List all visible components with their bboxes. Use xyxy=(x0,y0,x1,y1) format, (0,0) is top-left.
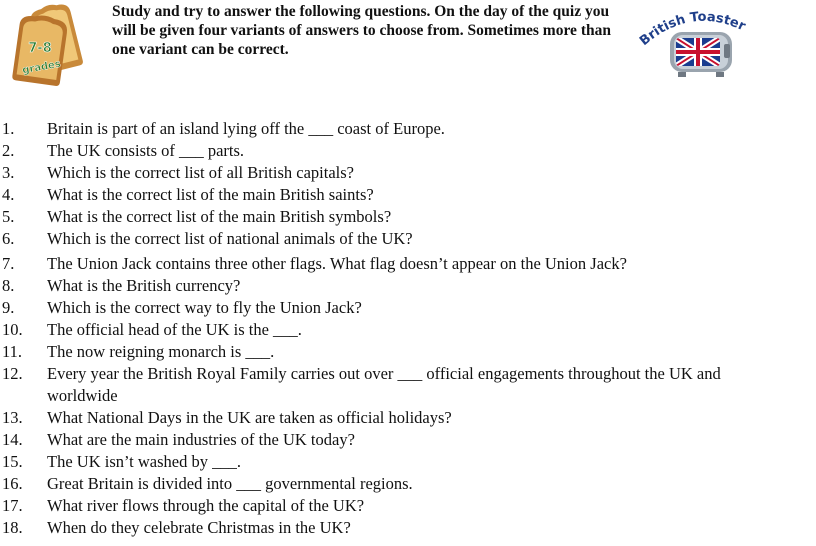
question-number: 9. xyxy=(2,298,15,317)
question-item xyxy=(0,297,816,319)
question-text: When do they celebrate Christmas in the UK? xyxy=(47,518,351,537)
question-number: 11. xyxy=(2,342,23,361)
question-text: Which is the correct way to fly the Union Jack? xyxy=(47,298,362,317)
toaster-title: British Toaster xyxy=(637,9,748,49)
question-item xyxy=(0,253,816,275)
question-text: The UK consists of ___ parts. xyxy=(47,141,245,160)
question-number: 1. xyxy=(2,119,15,138)
question-text: Britain is part of an island lying off the ___ coast of Europe. xyxy=(47,119,445,138)
question-text: What is the correct list of the main British symbols? xyxy=(47,207,392,226)
question-item xyxy=(0,228,816,250)
question-text: What river flows through the capital of the UK? xyxy=(47,496,365,515)
question-item xyxy=(0,118,816,140)
union-jack-icon xyxy=(676,38,720,66)
question-number: 3. xyxy=(2,163,15,182)
question-text: Which is the correct list of national animals of the UK? xyxy=(47,229,413,248)
question-item xyxy=(0,275,816,297)
british-toaster-logo xyxy=(636,2,762,88)
question-number: 16. xyxy=(2,474,23,493)
question-number: 17. xyxy=(2,496,23,515)
question-number: 4. xyxy=(2,185,15,204)
question-item xyxy=(0,473,816,495)
question-number: 15. xyxy=(2,452,23,471)
question-number: 7. xyxy=(2,254,15,273)
question-number: 6. xyxy=(2,229,15,248)
question-item xyxy=(0,451,816,473)
question-item xyxy=(0,363,816,407)
instructions-text: Study and try to answer the following questions. On the day of the quiz you will be given four variants of answers to choose from. Sometimes more than one variant can be correct. xyxy=(112,3,611,58)
question-text: Which is the correct list of all British capitals? xyxy=(47,163,354,182)
question-item xyxy=(0,517,816,539)
question-text: The UK isn’t washed by ___. xyxy=(47,452,242,471)
question-item xyxy=(0,495,816,517)
toast-badge-label: grades xyxy=(21,58,62,77)
question-item xyxy=(0,407,816,429)
question-number: 18. xyxy=(2,518,23,537)
question-item xyxy=(0,140,816,162)
question-text: What is the correct list of the main British saints? xyxy=(47,185,374,204)
question-item xyxy=(0,162,816,184)
question-item xyxy=(0,341,816,363)
question-text: What is the British currency? xyxy=(47,276,241,295)
question-number: 14. xyxy=(2,430,23,449)
question-list xyxy=(0,118,816,539)
question-text: What are the main industries of the UK today? xyxy=(47,430,355,449)
question-text: The Union Jack contains three other flags. What flag doesn’t appear on the Union Jack? xyxy=(47,254,627,273)
toast-grades-logo xyxy=(8,4,98,90)
question-number: 10. xyxy=(2,320,23,339)
question-text: What National Days in the UK are taken as official holidays? xyxy=(47,408,452,427)
question-item xyxy=(0,184,816,206)
question-number: 5. xyxy=(2,207,15,226)
question-number: 13. xyxy=(2,408,23,427)
question-text: Great Britain is divided into ___ governmental regions. xyxy=(47,474,413,493)
question-number: 12. xyxy=(2,364,23,383)
question-item xyxy=(0,206,816,228)
question-number: 8. xyxy=(2,276,15,295)
question-number: 2. xyxy=(2,141,15,160)
question-item xyxy=(0,429,816,451)
question-text: The official head of the UK is the ___. xyxy=(47,320,302,339)
question-item xyxy=(0,319,816,341)
toast-badge-grade: 7-8 xyxy=(28,41,52,56)
question-text: Every year the British Royal Family carries out over ___ official engagements throughout the UK and worldwide xyxy=(47,364,721,405)
question-text: The now reigning monarch is ___. xyxy=(47,342,275,361)
